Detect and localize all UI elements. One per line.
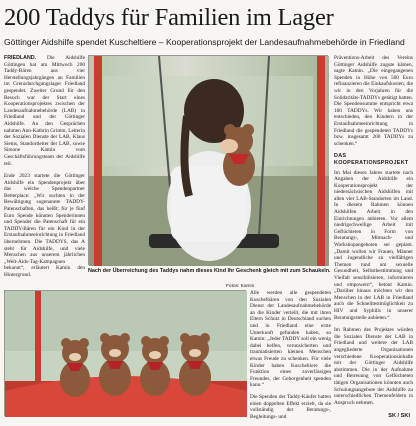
dateline: FRIEDLAND. bbox=[4, 55, 37, 61]
paragraph: Alle werden alle gespendeten Kuschelbären von den Sozialen Dienst der Landesaufnahmebehörde an die Kinder verteilt, die mit ihren Eltern Schutz in Deutschland suchen und in Friedland eine erste Unterkunft gefunden haben, so Kamin: „Jeder TADDY soll ein wenig dabei helfen, verunsicherten und traumatisierten kleinen Menschen etwas Freude zu schenken. Für viele Kinder haben Kuscheltiere die Funktion eines zuverlässigen Freundes, der Geborgenheit spenden kann.“ bbox=[250, 290, 331, 389]
paragraph: Im Rahmen des Projektes würden die Sozialen Dienste der LAB in Friedland und weitere der LAB angegliederte Organisationen verschiedene Kooperationsinhalte mit der Göttinger Aidshilfe abstimmen. Die in der Aufnahme und Betreuung von Geflüchteten tätigen Organisationen könnten auch Schulungsangebote der Aidshilfe zu unterschiedlichen Themenfeldern in Anspruch nehmen. bbox=[334, 327, 413, 406]
paragraph: Die Spenden der Taddy-Käufer hatten einen doppelten Effekt erzielt, da sie vollständig der Beratungs-, Begleitungs- und bbox=[250, 393, 331, 420]
paragraph-intro: FRIEDLAND. Die Aidshilfe Göttingen hat am Mittwoch 200 Taddy-Bären aus vier Herstellungsjahrgängen an Familien im Grenzdurchgangslager Friedland gespendet. Zweiter Grund für den Besuch war der Start eines Kooperationsprojektes zwischen der Landesaufnahmebehörde (LAB) in Friedland und der Göttinger Aidshilfe. An den Gesprächen nahmen Ann-Kathrin Grimm, Leiterin der Sozialen Dienste der LAB, Klaus Siems, Standortleiter der LAB, sowie Simone Kamin vom Geschäftsführungsteam der Aidshilfe teil. bbox=[4, 55, 85, 167]
photo-credit: Fotos: Kamin bbox=[226, 284, 255, 289]
photo-caption: Nach der Überreichung des Taddys nahm dieses Kind Ihr Geschenk gleich mit zum Schaukeln. bbox=[88, 268, 331, 274]
author-tag: SK / SKI bbox=[388, 413, 410, 419]
paragraph: Ende 2023 startete die Göttinger Aidshilfe ein Spendenprojekt über das welche Spendenpartner Betterplace: „Wir suchten in der Bewältigung sogenannte TADDY-Patenschaften, das heißt: für je fünf Euro Spende könnten Spenderinnen und Spender die Patenschaft für ein TADDY-Bären für ein Kind in der Erstaufnahmeeinrichtung in Friedland übernehmen. Die TADDYS, das A steht für Aidshilfe, und viele Menschen aus unserem jährlichen „Welt-Aids-Tag-Kampagnen bekannt“, erläutert Kamin den Hintergrund. bbox=[4, 173, 85, 278]
article-column-2 bbox=[250, 290, 331, 420]
child-on-swing-image bbox=[89, 56, 329, 266]
article-column-1 bbox=[4, 55, 85, 285]
teddy-photo bbox=[4, 290, 246, 416]
paragraph: Präventions-Arbeit des Vereins Göttinger Aidshilfe zugute kämen, sagte Kamin. „Die eingegangenen Spenden in Höhe von 500 Euro refinanzieren die Einkaufskosten, die wir in den Vorjahren für die Solidaritäts-TADDYs getätigt hatten. Die Spendensumme entspricht etwa 100 TADDYs. Wir haben uns entschieden, den Kindern in der Erstaufnahmeeinrichtung in Friedland die gespendeten TADDYs bzw. insgesamt 200 TADDYs zu schenken.“ bbox=[334, 55, 413, 147]
article-column-3 bbox=[334, 55, 413, 410]
section-heading: DAS KOOPERATIONSPROJEKT bbox=[334, 153, 409, 166]
main-photo bbox=[88, 55, 328, 265]
teddy-bears-image bbox=[5, 291, 247, 417]
headline: 200 Taddys für Familien im Lager bbox=[4, 4, 334, 31]
paragraph: Im Mai dieses Jahres startete nach Angaben der Aidshilfe ein Kooperationsprojekt der niedersächsischen Aidshilfen mit allen vier LAB-Standorten im Land. In diesem Rahmen können Aidshilfen Arbeit in den Einrichtungen anbieten. Vor allem niedrigschwellige Arbeit mit Geflüchteten in Form von Beratungs-, Mitmach- und Workshopangeboten sei geplant. „Damit wollen wir Frauen, Männer und Jugendliche zu vielfältigen Themen rund um sexuelle Gesundheit, Selbstbestimmung und Vielfalt sensibilisieren, informieren und empowern“, betont Kamin. „Darüber hinaus möchten wir den Menschen in der LAB in Friedland auch die Schnelltestmöglichkeit zu HIV und Syphilis in unserer Beratungsstelle anbieten.“ bbox=[334, 169, 413, 321]
subline: Göttinger Aidshilfe spendet Kuscheltiere – Kooperationsprojekt der Landesaufnahmebehörde in Friedland bbox=[4, 37, 405, 47]
